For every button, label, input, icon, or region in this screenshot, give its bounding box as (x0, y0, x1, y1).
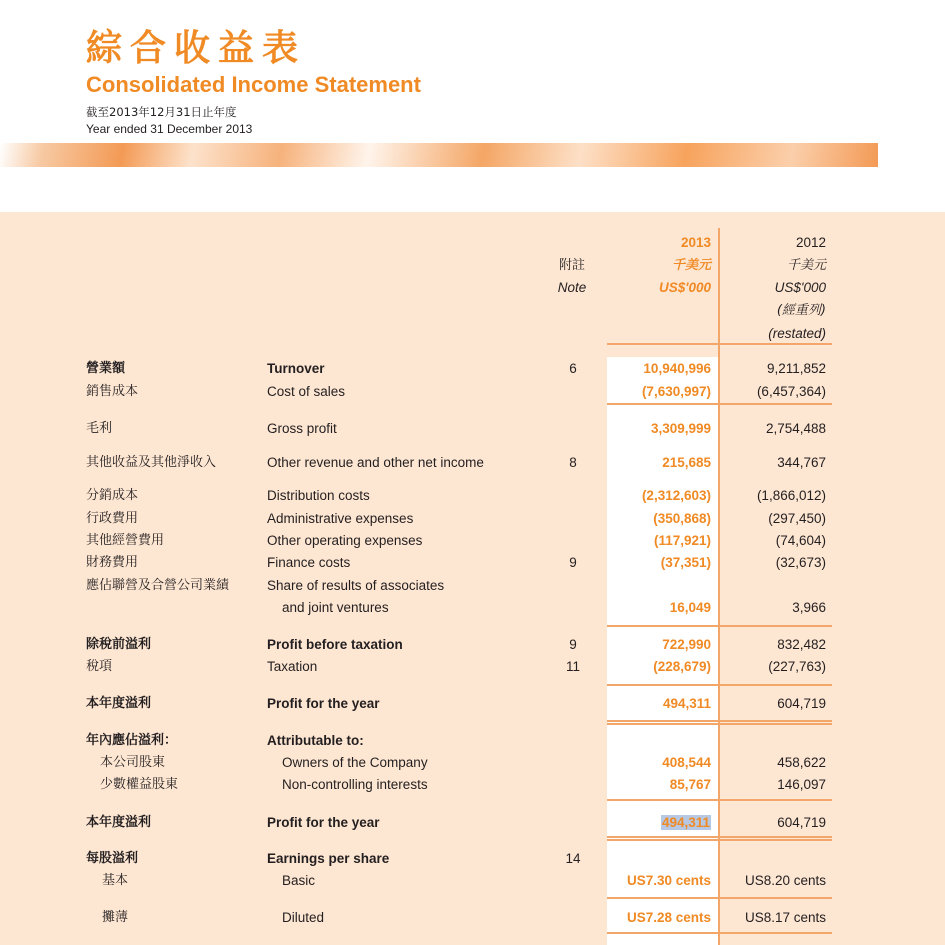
row-profit-total-en: Profit for the year (267, 815, 380, 830)
row-basic-2012: US8.20 cents (744, 873, 826, 888)
row-turnover-note: 6 (569, 361, 577, 376)
row-finance-note: 9 (569, 555, 577, 570)
year-2012-header: 2012 (795, 235, 826, 250)
row-attrib-en: Attributable to: (267, 733, 364, 748)
row-profit-year-zh: 本年度溢利 (86, 696, 152, 711)
row-profit-total-2012: 604,719 (777, 815, 826, 830)
row-finance-2012: (32,673) (775, 555, 826, 570)
row-turnover-2013: 10,940,996 (643, 361, 711, 376)
row-diluted-en: Diluted (282, 910, 325, 925)
row-gross-2012: 2,754,488 (765, 421, 826, 436)
rule-profit-year-2b (607, 839, 832, 841)
rule-attributable (607, 799, 832, 801)
row-owners-2013: 408,544 (662, 755, 711, 770)
row-cost-zh: 銷售成本 (86, 384, 139, 399)
row-diluted-2012: US8.17 cents (744, 910, 826, 925)
period-chinese: 截至2013年12月31日止年度 (86, 105, 237, 119)
row-other-op-zh: 其他經營費用 (86, 533, 165, 548)
row-basic-en: Basic (282, 873, 316, 888)
row-nci-2013: 85,767 (669, 777, 711, 792)
row-other-op-en: Other operating expenses (267, 533, 423, 548)
row-jv-en: and joint ventures (282, 600, 389, 615)
row-tax-note: 11 (565, 659, 580, 674)
row-other-rev-zh: 其他收益及其他淨收入 (86, 455, 217, 470)
row-cost-en: Cost of sales (267, 384, 346, 399)
row-pbt-2012: 832,482 (777, 637, 826, 652)
note-header-zh: 附註 (558, 258, 585, 273)
row-nci-2012: 146,097 (777, 777, 826, 792)
unit-2013-zh: 千美元 (671, 258, 711, 273)
row-basic-2013: US7.30 cents (626, 873, 711, 888)
row-admin-2013: (350,868) (653, 511, 711, 526)
row-diluted-zh: 攤薄 (102, 910, 129, 925)
row-pbt-2013: 722,990 (662, 637, 711, 652)
row-profit-year-en: Profit for the year (267, 696, 380, 711)
row-other-op-2012: (74,604) (775, 533, 826, 548)
row-eps-note: 14 (565, 851, 581, 866)
row-basic-zh: 基本 (102, 873, 129, 888)
row-nci-en: Non-controlling interests (282, 777, 428, 792)
row-admin-zh: 行政費用 (86, 511, 139, 526)
row-tax-zh: 稅項 (86, 659, 113, 674)
row-eps-en: Earnings per share (267, 851, 390, 866)
decorative-band (0, 143, 878, 167)
unit-2012-en: US$'000 (774, 280, 826, 295)
row-profit-year-2012: 604,719 (777, 696, 826, 711)
row-owners-zh: 本公司股東 (100, 755, 166, 770)
row-finance-zh: 財務費用 (86, 555, 139, 570)
rule-cost-of-sales (607, 403, 832, 405)
row-gross-2013: 3,309,999 (650, 421, 711, 436)
row-share-zh: 應佔聯營及合營公司業績 (86, 578, 230, 593)
rule-profit-year-2 (607, 836, 832, 838)
row-other-rev-2013: 215,685 (662, 455, 711, 470)
row-profit-year-2013: 494,311 (662, 696, 711, 711)
period-english: Year ended 31 December 2013 (86, 122, 253, 136)
row-eps-zh: 每股溢利 (86, 851, 139, 866)
row-admin-2012: (297,450) (768, 511, 826, 526)
row-cost-2012: (6,457,364) (756, 384, 826, 399)
row-owners-en: Owners of the Company (282, 755, 428, 770)
row-tax-2013: (228,679) (653, 659, 711, 674)
rule-profit-year-1 (607, 720, 832, 722)
rule-taxation (607, 684, 832, 686)
row-turnover-zh: 營業額 (86, 361, 126, 376)
row-jv-2013: 16,049 (669, 600, 711, 615)
year-2013-header: 2013 (680, 235, 711, 250)
row-pbt-en: Profit before taxation (267, 637, 403, 652)
row-gross-en: Gross profit (267, 421, 337, 436)
row-finance-en: Finance costs (267, 555, 351, 570)
row-pbt-zh: 除稅前溢利 (86, 637, 152, 652)
rule-diluted (607, 932, 832, 934)
row-distribution-zh: 分銷成本 (86, 488, 139, 503)
row-finance-2013: (37,351) (660, 555, 711, 570)
title-chinese: 綜合收益表 (86, 28, 307, 69)
row-share-en: Share of results of associates (267, 578, 445, 593)
row-diluted-2013: US7.28 cents (626, 910, 711, 925)
rule-basic (607, 897, 832, 899)
title-english: Consolidated Income Statement (86, 72, 421, 97)
row-distribution-2013: (2,312,603) (641, 488, 711, 503)
row-tax-en: Taxation (267, 659, 318, 674)
row-attrib-zh: 年內應佔溢利： (86, 733, 178, 748)
row-other-op-2013: (117,921) (653, 533, 711, 548)
row-tax-2012: (227,763) (768, 659, 826, 674)
restated-en: (restated) (768, 326, 826, 341)
row-admin-en: Administrative expenses (267, 511, 414, 526)
row-other-rev-en: Other revenue and other net income (267, 455, 484, 470)
row-pbt-note: 9 (569, 637, 577, 652)
row-jv-2012: 3,966 (792, 600, 826, 615)
row-other-rev-note: 8 (569, 455, 577, 470)
row-turnover-en: Turnover (267, 361, 325, 376)
row-other-rev-2012: 344,767 (777, 455, 826, 470)
unit-2012-zh: 千美元 (786, 258, 826, 273)
row-turnover-2012: 9,211,852 (766, 361, 826, 376)
row-gross-zh: 毛利 (86, 421, 113, 436)
row-nci-zh: 少數權益股東 (100, 777, 179, 792)
row-distribution-en: Distribution costs (267, 488, 370, 503)
rule-header (607, 343, 832, 345)
row-profit-total-zh: 本年度溢利 (86, 815, 152, 830)
row-distribution-2012: (1,866,012) (756, 488, 826, 503)
rule-share-results (607, 625, 832, 627)
unit-2013-en: US$'000 (659, 280, 711, 295)
row-cost-2013: (7,630,997) (641, 384, 711, 399)
restated-zh: (經重列) (776, 303, 826, 318)
note-header-en: Note (557, 280, 587, 295)
rule-profit-year-1b (607, 723, 832, 725)
selected-value-highlight[interactable]: 494,311 (661, 815, 710, 830)
row-owners-2012: 458,622 (777, 755, 826, 770)
row-profit-total-2013-cell (600, 815, 711, 831)
